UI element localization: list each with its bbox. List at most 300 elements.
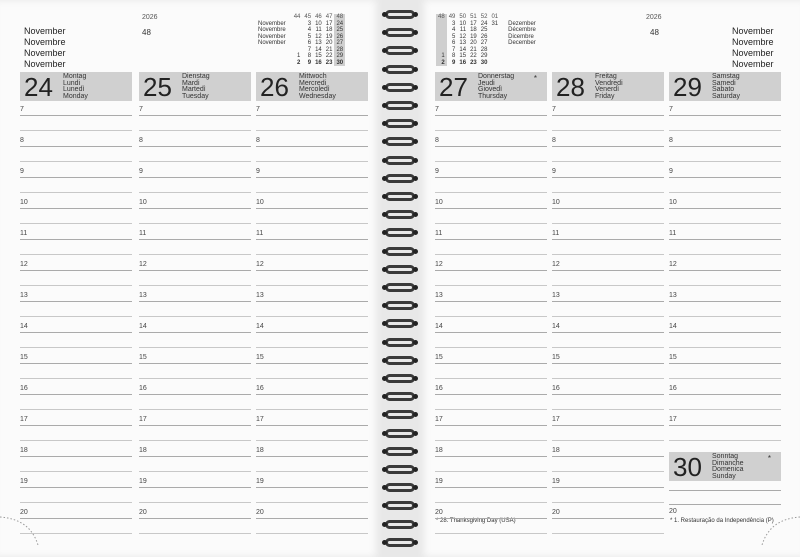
calendar-date: 21 bbox=[470, 46, 477, 53]
hour-slot[interactable] bbox=[669, 139, 781, 170]
hour-slot[interactable] bbox=[552, 387, 664, 418]
ruled-line bbox=[552, 347, 664, 348]
ruled-line bbox=[669, 409, 781, 410]
hour-slot[interactable] bbox=[669, 170, 781, 201]
calendar-date: 5 bbox=[452, 33, 456, 40]
ruled-line bbox=[20, 130, 132, 131]
hour-slot[interactable] bbox=[435, 263, 547, 294]
ruled-line bbox=[552, 378, 664, 379]
calendar-date: 15 bbox=[315, 53, 322, 59]
calendar-date: 27 bbox=[336, 40, 344, 46]
day-name: Montag bbox=[63, 73, 87, 80]
hour-label: 11 bbox=[256, 230, 264, 237]
ruled-line bbox=[139, 115, 251, 116]
week-number: 52 bbox=[480, 14, 488, 20]
ruled-line bbox=[256, 146, 368, 147]
ruled-line bbox=[669, 363, 781, 364]
day-name: Wednesday bbox=[299, 92, 336, 100]
ruled-line bbox=[552, 533, 664, 534]
hour-slot[interactable] bbox=[139, 480, 251, 511]
hour-label: 7 bbox=[139, 106, 143, 113]
calendar-date: 23 bbox=[470, 59, 477, 66]
footnote: * 1. Restauração da Independência (P) bbox=[670, 518, 774, 524]
hour-slot[interactable] bbox=[256, 449, 368, 480]
hour-label: 8 bbox=[435, 137, 439, 144]
day-name: Vendredi bbox=[595, 79, 623, 87]
day-name: Freitag bbox=[595, 73, 617, 80]
hour-slot[interactable] bbox=[20, 294, 132, 325]
ruled-line bbox=[435, 115, 547, 116]
hour-label: 19 bbox=[139, 478, 147, 485]
day-name: Dienstag bbox=[182, 73, 210, 80]
hour-slot[interactable] bbox=[256, 511, 368, 542]
hour-label: 16 bbox=[552, 385, 560, 392]
ruled-line bbox=[139, 223, 251, 224]
mini-calendar-table bbox=[436, 14, 542, 66]
hour-label: 14 bbox=[20, 323, 28, 330]
hour-slot[interactable] bbox=[139, 511, 251, 542]
hour-label: 8 bbox=[139, 137, 143, 144]
spiral-binding bbox=[382, 0, 418, 557]
day-column-sunday[interactable] bbox=[669, 452, 781, 515]
hour-slot[interactable] bbox=[20, 387, 132, 418]
hour-label: 14 bbox=[256, 323, 264, 330]
ruled-line bbox=[20, 146, 132, 147]
day-name: Mercoledì bbox=[299, 86, 330, 93]
ruled-line bbox=[20, 471, 132, 472]
day-name: Jeudi bbox=[478, 79, 495, 87]
hour-slot[interactable] bbox=[435, 139, 547, 170]
hour-slot[interactable] bbox=[20, 201, 132, 232]
hour-slot[interactable] bbox=[256, 170, 368, 201]
hour-slot[interactable] bbox=[139, 449, 251, 480]
mini-calendar bbox=[436, 14, 542, 66]
ruled-line bbox=[552, 177, 664, 178]
spiral-ring bbox=[382, 336, 418, 350]
calendar-date: 7 bbox=[452, 46, 456, 53]
month-name: Dezember bbox=[508, 20, 536, 27]
ruled-line bbox=[435, 316, 547, 317]
day-header bbox=[669, 72, 781, 101]
ruled-line bbox=[256, 208, 368, 209]
ruled-line bbox=[20, 347, 132, 348]
calendar-date: 10 bbox=[315, 20, 322, 27]
ruled-line bbox=[552, 270, 664, 271]
hour-slot[interactable] bbox=[256, 325, 368, 356]
calendar-date: 16 bbox=[459, 59, 467, 66]
hour-slot[interactable] bbox=[139, 170, 251, 201]
hour-slot[interactable] bbox=[552, 232, 664, 263]
ruled-line bbox=[139, 316, 251, 317]
ruled-line bbox=[552, 223, 664, 224]
ruled-line bbox=[669, 347, 781, 348]
hour-slot[interactable] bbox=[669, 201, 781, 232]
hour-label: 15 bbox=[256, 354, 264, 361]
calendar-date: 3 bbox=[452, 20, 456, 27]
ruled-line bbox=[669, 254, 781, 255]
hour-slot[interactable] bbox=[20, 263, 132, 294]
calendar-date: 6 bbox=[307, 40, 312, 46]
ruled-line bbox=[256, 177, 368, 178]
hour-label: 12 bbox=[435, 261, 443, 268]
ruled-line bbox=[669, 316, 781, 317]
hour-label: 18 bbox=[256, 447, 264, 454]
hour-slot[interactable] bbox=[669, 325, 781, 356]
hour-slot[interactable] bbox=[435, 387, 547, 418]
ruled-line bbox=[139, 409, 251, 410]
hour-slot[interactable] bbox=[256, 356, 368, 387]
hour-label: 12 bbox=[256, 261, 264, 268]
hour-slot[interactable] bbox=[139, 387, 251, 418]
hour-slot[interactable] bbox=[256, 201, 368, 232]
week-number: 49 bbox=[448, 14, 456, 20]
hour-label: 19 bbox=[435, 478, 443, 485]
hour-slot[interactable] bbox=[20, 480, 132, 511]
hour-slot[interactable] bbox=[669, 294, 781, 325]
ruled-line bbox=[20, 254, 132, 255]
ruled-line bbox=[256, 378, 368, 379]
month-name: November bbox=[258, 40, 286, 46]
ruled-line bbox=[139, 394, 251, 395]
hour-label: 8 bbox=[256, 137, 260, 144]
ruled-line bbox=[669, 490, 781, 491]
hour-slot[interactable] bbox=[669, 387, 781, 418]
calendar-date: 27 bbox=[480, 40, 488, 46]
calendar-date: 24 bbox=[336, 20, 344, 27]
ruled-line bbox=[20, 239, 132, 240]
day-name: Mercredi bbox=[299, 79, 327, 87]
hour-slot[interactable] bbox=[669, 418, 781, 449]
spiral-ring bbox=[382, 463, 418, 477]
ruled-line bbox=[139, 161, 251, 162]
hour-slot[interactable] bbox=[256, 263, 368, 294]
calendar-date: 8 bbox=[452, 53, 456, 59]
month-name: Novembre bbox=[258, 27, 286, 33]
calendar-date: 13 bbox=[459, 40, 467, 46]
ruled-line bbox=[256, 533, 368, 534]
ruled-line bbox=[20, 456, 132, 457]
ruled-line bbox=[256, 347, 368, 348]
spiral-ring bbox=[382, 226, 418, 240]
spiral-ring bbox=[382, 208, 418, 222]
month-name: November bbox=[732, 59, 774, 69]
day-column-friday[interactable] bbox=[552, 72, 664, 516]
hour-slot[interactable] bbox=[256, 480, 368, 511]
hour-slot[interactable] bbox=[139, 294, 251, 325]
week-number: 51 bbox=[470, 14, 477, 20]
hour-slot[interactable] bbox=[139, 325, 251, 356]
ruled-line bbox=[669, 285, 781, 286]
ruled-line bbox=[435, 363, 547, 364]
week-number: 46 bbox=[315, 14, 322, 20]
hour-slot[interactable] bbox=[435, 356, 547, 387]
hour-slot[interactable] bbox=[20, 418, 132, 449]
hour-slot[interactable] bbox=[256, 294, 368, 325]
hour-slot[interactable] bbox=[256, 232, 368, 263]
ruled-line bbox=[669, 239, 781, 240]
ruled-line bbox=[435, 223, 547, 224]
month-name: Décembre bbox=[508, 27, 536, 33]
ruled-line bbox=[256, 394, 368, 395]
hour-slot[interactable] bbox=[435, 108, 547, 139]
calendar-date: 18 bbox=[325, 27, 333, 33]
ruled-line bbox=[139, 363, 251, 364]
ruled-line bbox=[20, 208, 132, 209]
hour-slot[interactable] bbox=[435, 170, 547, 201]
calendar-date: 18 bbox=[470, 27, 477, 33]
hour-slots bbox=[552, 108, 664, 542]
ruled-line bbox=[139, 518, 251, 519]
spiral-ring bbox=[382, 190, 418, 204]
left-page bbox=[0, 0, 382, 557]
ruled-line bbox=[435, 456, 547, 457]
ruled-line bbox=[139, 533, 251, 534]
ruled-line bbox=[435, 161, 547, 162]
ruled-line bbox=[435, 425, 547, 426]
ruled-line bbox=[20, 363, 132, 364]
ruled-line bbox=[552, 440, 664, 441]
calendar-date: 5 bbox=[307, 33, 312, 40]
spiral-ring bbox=[382, 390, 418, 404]
week-number: 47 bbox=[325, 14, 333, 20]
calendar-date: 3 bbox=[307, 20, 312, 27]
hour-slot[interactable] bbox=[139, 108, 251, 139]
ruled-line bbox=[20, 192, 132, 193]
hour-slot[interactable] bbox=[139, 418, 251, 449]
calendar-date: 17 bbox=[470, 20, 477, 27]
ruled-line bbox=[435, 285, 547, 286]
hour-slot[interactable] bbox=[256, 139, 368, 170]
hour-label: 20 bbox=[435, 509, 443, 516]
hour-slot[interactable] bbox=[552, 201, 664, 232]
ruled-line bbox=[256, 239, 368, 240]
hour-slot[interactable] bbox=[139, 201, 251, 232]
week-number: 48 bbox=[438, 14, 445, 20]
ruled-line bbox=[256, 223, 368, 224]
calendar-date: 9 bbox=[307, 59, 312, 66]
holiday-marker: * bbox=[767, 454, 771, 463]
hour-label: 16 bbox=[20, 385, 28, 392]
spiral-ring bbox=[382, 117, 418, 131]
hour-slot[interactable] bbox=[20, 232, 132, 263]
ruled-line bbox=[139, 425, 251, 426]
ruled-line bbox=[139, 208, 251, 209]
hour-label: 13 bbox=[669, 292, 677, 299]
hour-slot[interactable] bbox=[20, 139, 132, 170]
calendar-date: 20 bbox=[325, 40, 333, 46]
day-name: Venerdì bbox=[595, 86, 620, 93]
hour-label: 18 bbox=[139, 447, 147, 454]
day-name: Sonntag bbox=[712, 453, 739, 460]
hour-slot[interactable] bbox=[552, 294, 664, 325]
spiral-ring bbox=[382, 281, 418, 295]
hour-slot[interactable] bbox=[435, 449, 547, 480]
week-number: 48 bbox=[336, 14, 344, 20]
mini-calendar-table bbox=[256, 14, 345, 66]
calendar-date: 25 bbox=[480, 27, 488, 33]
spiral-ring bbox=[382, 317, 418, 331]
hour-slot[interactable] bbox=[552, 480, 664, 511]
hour-slot[interactable] bbox=[552, 263, 664, 294]
hour-slot[interactable] bbox=[552, 356, 664, 387]
year-label: 2026 bbox=[142, 14, 158, 21]
spiral-ring bbox=[382, 445, 418, 459]
hour-slot[interactable] bbox=[256, 418, 368, 449]
hour-slot[interactable] bbox=[256, 387, 368, 418]
day-column-tuesday[interactable] bbox=[139, 72, 251, 516]
ruled-line bbox=[669, 208, 781, 209]
hour-slot[interactable] bbox=[20, 108, 132, 139]
spiral-ring bbox=[382, 81, 418, 95]
month-name: November bbox=[24, 59, 66, 69]
hour-slot[interactable] bbox=[552, 449, 664, 480]
week-number: 45 bbox=[304, 14, 312, 20]
ruled-line bbox=[20, 285, 132, 286]
hour-label: 7 bbox=[435, 106, 439, 113]
day-names bbox=[182, 74, 210, 100]
ruled-line bbox=[552, 208, 664, 209]
ruled-line bbox=[256, 285, 368, 286]
ruled-line bbox=[669, 301, 781, 302]
hour-label: 17 bbox=[20, 416, 28, 423]
hour-label: 12 bbox=[20, 261, 28, 268]
hour-slot[interactable] bbox=[20, 325, 132, 356]
hour-slot[interactable] bbox=[435, 511, 547, 542]
hour-slot[interactable] bbox=[669, 232, 781, 263]
hour-slot[interactable] bbox=[20, 449, 132, 480]
day-number: 24 bbox=[24, 72, 53, 102]
ruled-line bbox=[139, 130, 251, 131]
month-name: November bbox=[24, 48, 66, 58]
month-name: November bbox=[732, 26, 774, 36]
month-name: Novembre bbox=[24, 37, 66, 47]
ruled-line bbox=[669, 177, 781, 178]
hour-label: 15 bbox=[552, 354, 560, 361]
hour-slot[interactable] bbox=[20, 170, 132, 201]
ruled-line bbox=[139, 254, 251, 255]
ruled-line bbox=[669, 394, 781, 395]
hour-label: 15 bbox=[139, 354, 147, 361]
ruled-line bbox=[552, 316, 664, 317]
month-names bbox=[24, 26, 66, 70]
ruled-line bbox=[20, 425, 132, 426]
day-column-saturday[interactable] bbox=[669, 72, 781, 423]
calendar-date: 31 bbox=[491, 20, 499, 27]
ruled-line bbox=[20, 301, 132, 302]
day-column-wednesday[interactable] bbox=[256, 72, 368, 516]
spiral-ring bbox=[382, 481, 418, 495]
day-names bbox=[595, 74, 623, 100]
ruled-line bbox=[552, 425, 664, 426]
ruled-line bbox=[435, 192, 547, 193]
calendar-date: 15 bbox=[459, 53, 467, 59]
calendar-date: 29 bbox=[336, 53, 344, 59]
ruled-line bbox=[552, 409, 664, 410]
hour-slot[interactable] bbox=[552, 108, 664, 139]
mini-calendar bbox=[256, 14, 345, 66]
ruled-line bbox=[435, 378, 547, 379]
spiral-ring bbox=[382, 63, 418, 77]
ruled-line bbox=[256, 316, 368, 317]
hour-slot[interactable] bbox=[669, 356, 781, 387]
hour-slot[interactable] bbox=[139, 232, 251, 263]
hour-slots bbox=[256, 108, 368, 542]
hour-slot[interactable] bbox=[669, 108, 781, 139]
hour-slot[interactable] bbox=[435, 294, 547, 325]
day-name: Mardi bbox=[182, 79, 200, 87]
hour-slot[interactable] bbox=[256, 108, 368, 139]
ruled-line bbox=[139, 270, 251, 271]
week-number: 44 bbox=[293, 14, 301, 20]
day-names bbox=[712, 454, 744, 480]
spiral-ring bbox=[382, 427, 418, 441]
month-name: November bbox=[732, 48, 774, 58]
hour-slot[interactable] bbox=[139, 263, 251, 294]
ruled-line bbox=[256, 270, 368, 271]
hour-slot[interactable] bbox=[435, 201, 547, 232]
hour-slot[interactable] bbox=[139, 356, 251, 387]
hour-slot[interactable] bbox=[552, 418, 664, 449]
ruled-line bbox=[435, 332, 547, 333]
calendar-date: 19 bbox=[325, 33, 333, 40]
ruled-line bbox=[435, 239, 547, 240]
ruled-line bbox=[256, 161, 368, 162]
day-header bbox=[256, 72, 368, 101]
hour-slot[interactable] bbox=[552, 511, 664, 542]
hour-slot[interactable] bbox=[552, 325, 664, 356]
ruled-line bbox=[256, 363, 368, 364]
hour-slot[interactable] bbox=[139, 139, 251, 170]
calendar-date: 24 bbox=[480, 20, 488, 27]
hour-slot[interactable] bbox=[435, 418, 547, 449]
ruled-line bbox=[435, 409, 547, 410]
hour-label: 16 bbox=[435, 385, 443, 392]
ruled-line bbox=[435, 440, 547, 441]
day-name: Lundi bbox=[63, 79, 81, 87]
hour-label: 11 bbox=[20, 230, 28, 237]
week-number: 48 bbox=[650, 28, 659, 37]
ruled-line bbox=[20, 487, 132, 488]
day-names bbox=[712, 74, 740, 100]
ruled-line bbox=[139, 146, 251, 147]
hour-label: 9 bbox=[669, 168, 673, 175]
spiral-ring bbox=[382, 408, 418, 422]
hour-slots bbox=[669, 108, 781, 449]
calendar-date: 6 bbox=[452, 40, 456, 46]
hour-slot[interactable] bbox=[435, 480, 547, 511]
hour-slot[interactable] bbox=[552, 170, 664, 201]
hour-label: 19 bbox=[20, 478, 28, 485]
day-name: Sunday bbox=[712, 472, 736, 480]
ruled-line bbox=[552, 502, 664, 503]
ruled-line bbox=[552, 394, 664, 395]
ruled-line bbox=[435, 347, 547, 348]
hour-slot[interactable] bbox=[435, 232, 547, 263]
hour-label: 14 bbox=[669, 323, 677, 330]
hour-slot[interactable] bbox=[552, 139, 664, 170]
hour-slot[interactable] bbox=[669, 263, 781, 294]
day-column-thursday[interactable] bbox=[435, 72, 547, 516]
hour-slot[interactable] bbox=[435, 325, 547, 356]
ruled-line bbox=[669, 425, 781, 426]
day-column-monday[interactable] bbox=[20, 72, 132, 516]
holiday-marker: * bbox=[533, 74, 537, 83]
ruled-line bbox=[669, 146, 781, 147]
hour-slot[interactable] bbox=[20, 356, 132, 387]
day-names bbox=[63, 74, 88, 100]
ruled-line bbox=[256, 487, 368, 488]
ruled-line bbox=[552, 518, 664, 519]
